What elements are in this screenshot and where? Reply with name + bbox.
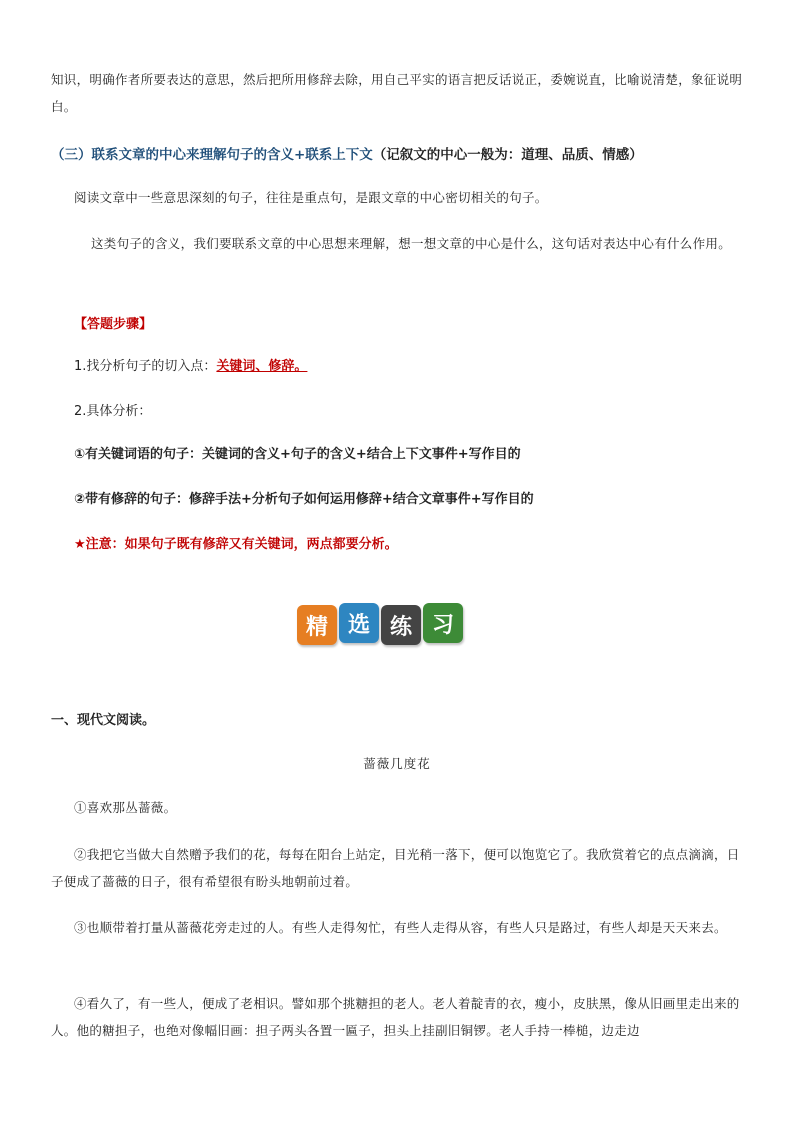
section-three-note: （记叙文的中心一般为：道理、品质、情感） xyxy=(372,147,643,163)
point-rhetoric-sentence: ②带有修辞的句子：修辞手法+分析句子如何运用修辞+结合文章事件+写作目的 xyxy=(74,492,534,507)
story-paragraph-3: ③也顺带着打量从蔷薇花旁走过的人。有些人走得匆忙，有些人走得从容，有些人只是路过，有些人却是天天来去。 xyxy=(74,920,727,935)
story-paragraph-1: ①喜欢那丛蔷薇。 xyxy=(74,800,177,815)
section-three-title: （三）联系文章的中心来理解句子的含义+联系上下文 xyxy=(51,147,373,163)
selected-practice-banner xyxy=(297,601,467,647)
banner-tile-1: 精 xyxy=(297,605,337,645)
intro-paragraph: 知识，明确作者所要表达的意思，然后把所用修辞去除，用自己平实的语言把反话说正，委婉说直，比喻说清楚，象征说明白。 xyxy=(51,72,743,114)
answer-steps-label: 【答题步骤】 xyxy=(74,317,153,332)
story-paragraph-4: ④看久了，有一些人，便成了老相识。譬如那个挑糖担的老人。老人着靛青的衣，瘦小，皮肤黑，像从旧画里走出来的人。他的糖担子，也绝对像幅旧画：担子两头各置一匾子，担头上挂副旧铜锣。老人手持一棒槌，边走边 xyxy=(51,996,740,1038)
banner-tile-4: 习 xyxy=(423,603,463,643)
step-1-prefix: 1.找分析句子的切入点： xyxy=(74,359,217,374)
banner-tile-2: 选 xyxy=(339,603,379,643)
point-keyword-sentence: ①有关键词语的句子：关键词的含义+句子的含义+结合上下文事件+写作目的 xyxy=(74,447,521,462)
section-three-para1: 阅读文章中一些意思深刻的句子，往往是重点句，是跟文章的中心密切相关的句子。 xyxy=(74,190,548,205)
note-star: ★注意：如果句子既有修辞又有关键词，两点都要分析。 xyxy=(74,537,398,552)
banner-tile-3: 练 xyxy=(381,605,421,645)
step-2: 2.具体分析： xyxy=(74,404,152,419)
step-1 xyxy=(74,355,307,374)
story-paragraph-2: ②我把它当做大自然赠予我们的花，每每在阳台上站定，目光稍一落下，便可以饱览它了。我欣赏着它的点点滴滴，日子便成了蔷薇的日子，很有希望很有盼头地朝前过着。 xyxy=(51,847,740,889)
section-three-para2: 这类句子的含义，我们要联系文章的中心思想来理解，想一想文章的中心是什么，这句话对表达中心有什么作用。 xyxy=(91,236,732,251)
step-1-keyword: 关键词、修辞。 xyxy=(216,359,308,374)
modern-reading-label: 一、现代文阅读。 xyxy=(51,713,156,728)
story-title: 蔷薇几度花 xyxy=(363,756,431,771)
section-three-heading xyxy=(51,143,751,163)
